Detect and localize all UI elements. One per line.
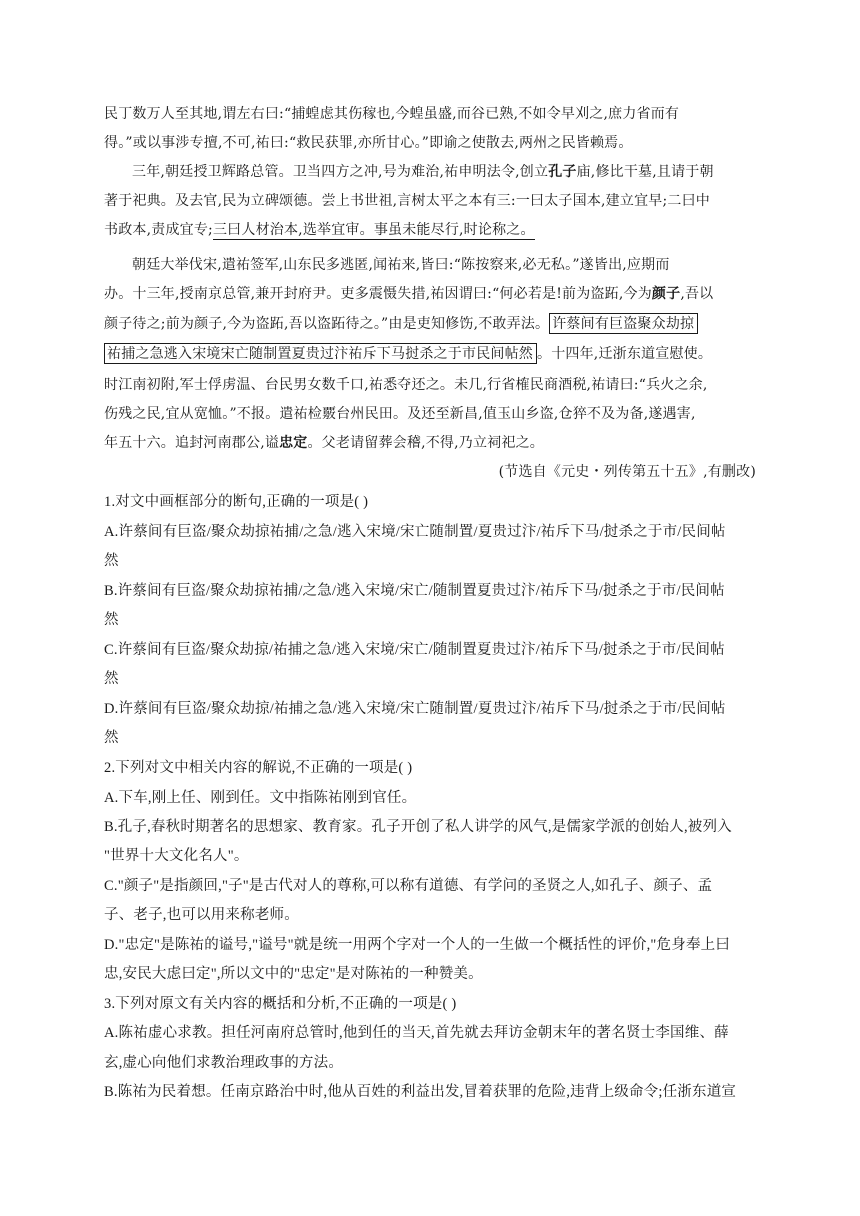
question-2-stem: 2.下列对文中相关内容的解说,不正确的一项是( ) [104,760,413,776]
q2-option-b-cont: "世界十大文化名人"。 [104,848,249,864]
source-citation: (节选自《元史・列传第五十五》,有删改) [498,464,756,480]
passage-line [132,162,714,182]
passage-text: 三年,朝廷授卫辉路总管。卫当四方之冲,号为难治,祐申明法令,创立 [132,164,549,180]
passage-line [104,433,544,453]
q3-option-b: B.陈祐为民着想。任南京路治中时,他从百姓的利益出发,冒着获罪的危险,违背上级命令;任浙东道宣 [104,1084,737,1100]
q1-option-c-cont: 然 [104,671,119,687]
bold-term: 孔子 [548,164,577,180]
passage-line [104,284,713,304]
passage-text: ,吾以 [680,286,714,302]
q3-option-a-cont: 玄,虚心向他们求教治理政事的方法。 [104,1055,344,1071]
passage-text: 。十四年,迁浙东道宣慰使。 [537,346,713,362]
passage-text: 庙,修比干墓,且请于朝 [576,164,714,180]
q1-option-d-cont: 然 [104,730,119,746]
passage-line: 时江南初附,军士俘虏温、台民男女数千口,祐悉夺还之。未几,行省榷民商酒税,祐请曰:“兵火之余, [104,377,708,393]
boxed-sentence: 许蔡间有巨盗聚众劫掠 [549,313,698,334]
passage-line: 得。”或以事涉专擅,不可,祐曰:“救民获罪,亦所甘心。”即谕之使散去,两州之民皆赖焉。 [104,135,633,151]
bold-term: 忠定 [279,435,308,451]
passage-line: 伤残之民,宜从宽恤。”不报。遣祐检覈台州民田。及还至新昌,值玉山乡盗,仓猝不及为备,遂遇害, [104,406,696,422]
passage-text: 年五十六。追封河南郡公,谥 [104,435,280,451]
passage-text: 颜子待之;前为颜子,今为盗跖,吾以盗跖待之。”由是吏知修饬,不敢弄法。 [104,316,550,332]
passage-line [104,344,712,364]
q1-option-a-cont: 然 [104,553,119,569]
q2-option-b: B.孔子,春秋时期著名的思想家、教育家。孔子开创了私人讲学的风气,是儒家学派的创始人,被列入 [104,819,732,835]
passage-line [104,314,698,334]
q2-option-d: D."忠定"是陈祐的谥号,"谥号"就是统一用两个字对一个人的一生做一个概括性的评价,"危身奉上曰 [104,937,731,953]
passage-line: 著于祀典。及去官,民为立碑颂德。尝上书世祖,言树太平之本有三:一曰太子国本,建立宜早;二曰中 [104,193,710,209]
q2-option-a: A.下车,刚上任、刚到任。文中指陈祐刚到官任。 [104,790,417,806]
passage-text: 办。十三年,授南京总管,兼开封府尹。吏多震慑失措,祐因谓曰:“何必若是!前为盗跖,今为 [104,286,652,302]
q2-option-d-cont: 忠,安民大虑曰定",所以文中的"忠定"是对陈祐的一种赞美。 [104,966,483,982]
q2-option-c: C."颜子"是指颜回,"子"是古代对人的尊称,可以称有道德、有学问的圣贤之人,如孔子、颜子、孟 [104,878,713,894]
q1-option-d: D.许蔡间有巨盗/聚众劫掠/祐捕之急/逃入宋境/宋亡随制置/夏贵过汴/祐斥下马/挝杀之于市/民间帖 [104,701,726,717]
q1-option-c: C.许蔡间有巨盗/聚众劫掠/祐捕之急/逃入宋境/宋亡/随制置夏贵过汴/祐斥下马/挝杀之于市/民间帖 [104,642,725,658]
q1-option-a: A.许蔡间有巨盗/聚众劫掠祐捕/之急/逃入宋境/宋亡随制置/夏贵过汴/祐斥下马/挝杀之于市/民间帖 [104,524,726,540]
question-3-stem: 3.下列对原文有关内容的概括和分析,不正确的一项是( ) [104,996,457,1012]
q3-option-a: A.陈祐虚心求教。担任河南府总管时,他到任的当天,首先就去拜访金朝末年的著名贤士李国维、薛 [104,1025,729,1041]
underlined-sentence: 三曰人材治本,选举宜审。事虽未能尽行,时论称之。 [212,222,535,238]
bold-term: 颜子 [651,286,681,302]
passage-line: 朝廷大举伐宋,遣祐签军,山东民多逃匿,闻祐来,皆曰:“陈按察来,必无私。”遂皆出,应期而 [132,257,670,273]
passage-line [104,220,535,240]
passage-text: 。父老请留葬会稽,不得,乃立祠祀之。 [307,435,544,451]
q1-option-b: B.许蔡间有巨盗/聚众劫掠祐捕/之急/逃入宋境/宋亡/随制置夏贵过汴/祐斥下马/挝杀之于市/民间帖 [104,583,725,599]
passage-text: 书政本,责成宜专; [104,222,213,238]
q1-option-b-cont: 然 [104,612,119,628]
question-1-stem: 1.对文中画框部分的断句,正确的一项是( ) [104,494,369,510]
passage-line: 民丁数万人至其地,谓左右曰:“捕蝗虑其伤稼也,今蝗虽盛,而谷已熟,不如令早刈之,庶力省而有 [104,106,680,122]
q2-option-c-cont: 子、老子,也可以用来称老师。 [104,907,299,923]
boxed-sentence: 祐捕之急逃入宋境宋亡随制置夏贵过汴祐斥下马挝杀之于市民间帖然 [104,343,537,364]
